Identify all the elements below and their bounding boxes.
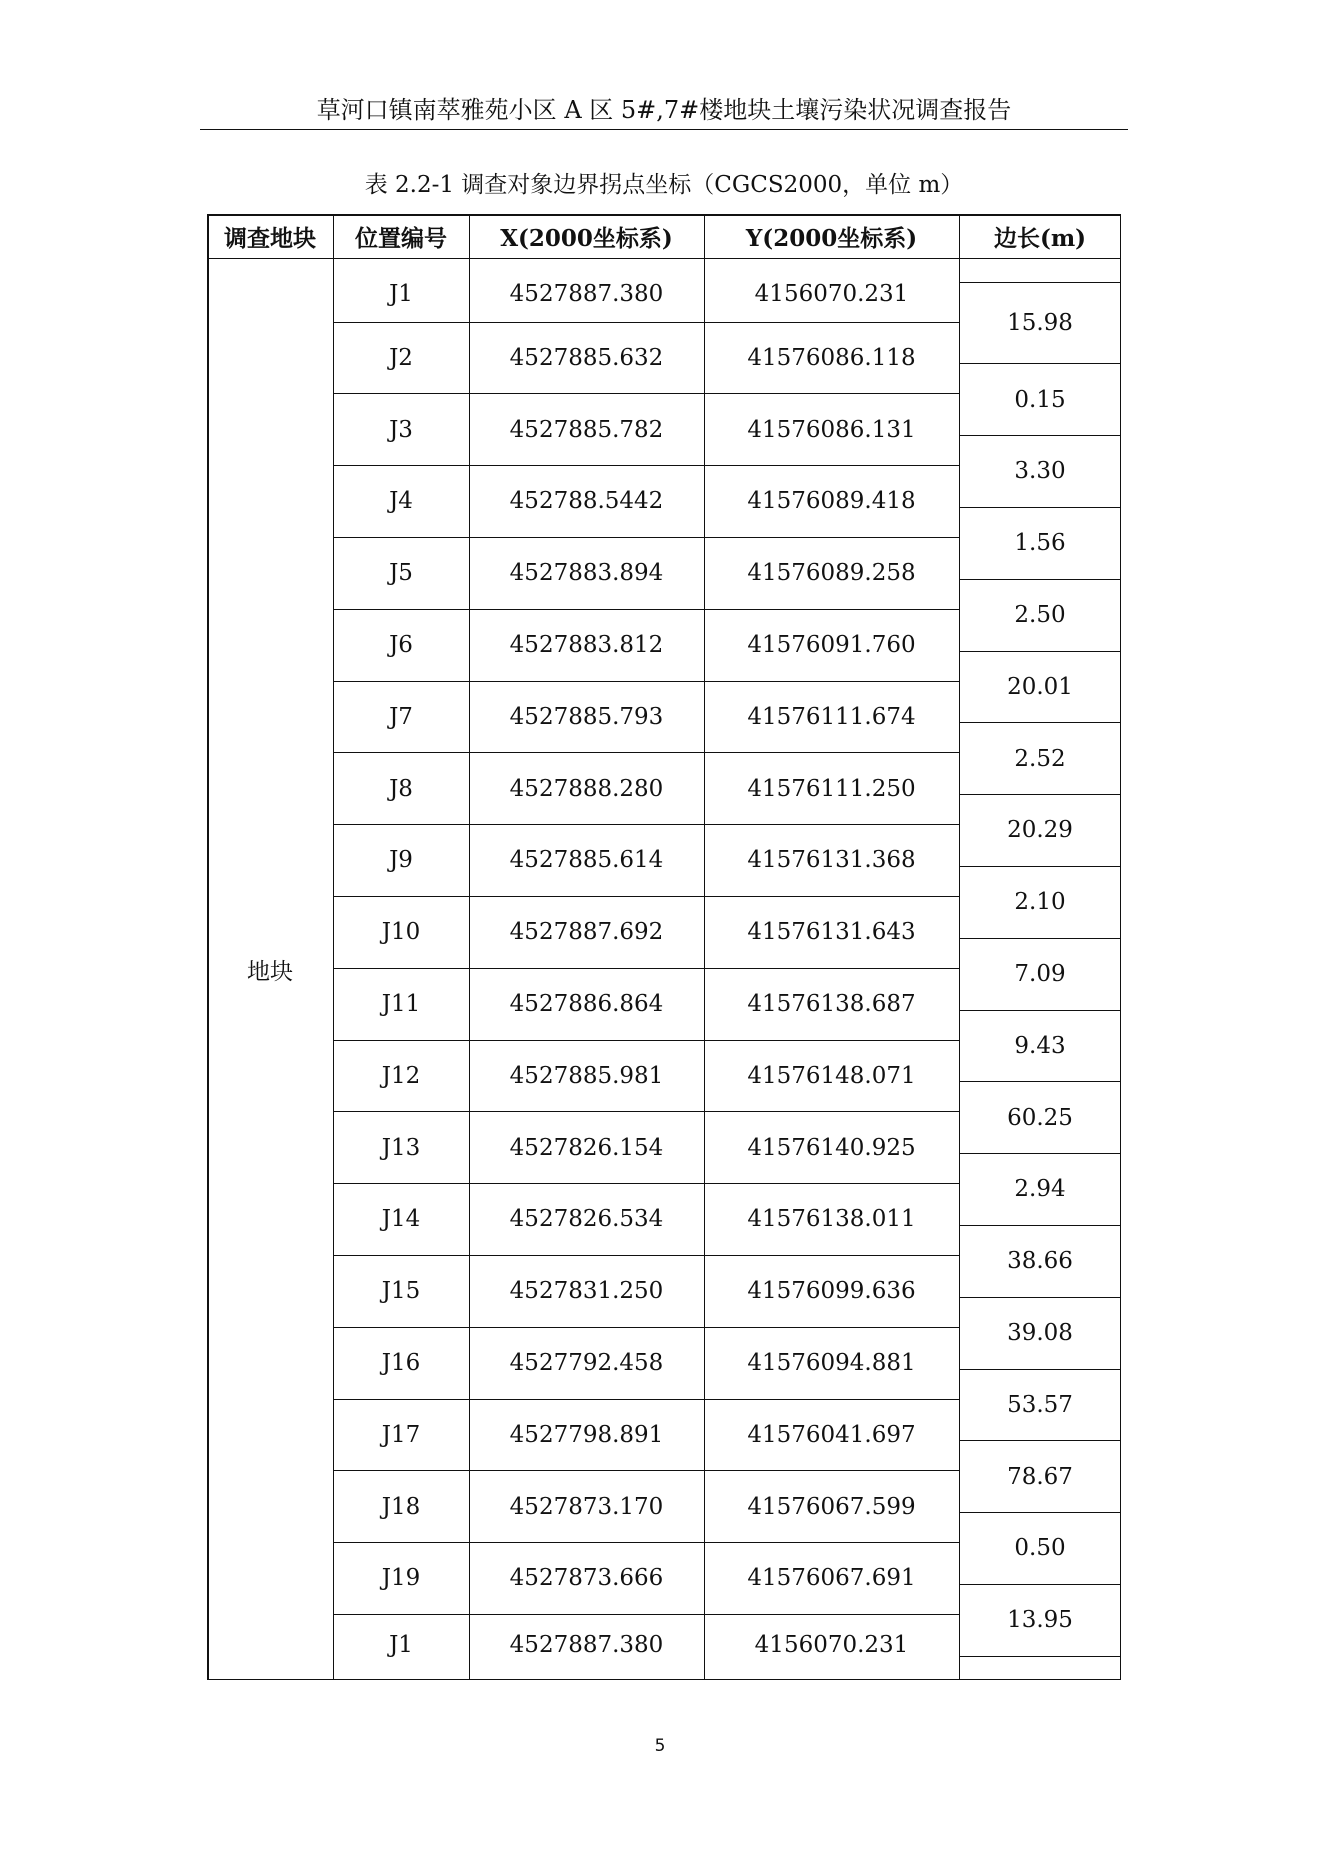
header-point-id: 位置编号 (355, 224, 447, 252)
parcel-cell: 地块 (247, 958, 293, 985)
edge-length-cell: 20.29 (1007, 817, 1073, 844)
point-id-cell: J6 (389, 632, 413, 659)
edge-row-divider (959, 1584, 1121, 1585)
point-id-cell: J10 (381, 919, 421, 946)
edge-row-divider (959, 938, 1121, 939)
header-y-coordinate: Y(2000坐标系) (745, 224, 918, 252)
edge-length-cell: 7.09 (1014, 961, 1066, 988)
x-coordinate-cell: 4527826.154 (509, 1134, 664, 1161)
edge-length-cell: 15.98 (1007, 309, 1073, 336)
y-coordinate-cell: 41576140.925 (747, 1134, 916, 1161)
point-id-cell: J18 (381, 1493, 421, 1520)
row-divider (333, 465, 959, 466)
y-coordinate-cell: 4156070.231 (754, 281, 909, 307)
table-border-bottom (207, 1679, 1121, 1681)
y-coordinate-cell: 4156070.231 (754, 1632, 909, 1659)
edge-row-divider (959, 1153, 1121, 1154)
column-divider (469, 214, 470, 1680)
row-divider (333, 968, 959, 969)
point-id-cell: J1 (389, 1632, 413, 1659)
edge-length-cell: 1.56 (1014, 530, 1066, 557)
edge-row-divider (959, 1225, 1121, 1226)
point-id-cell: J14 (381, 1206, 421, 1233)
point-id-cell: J17 (381, 1421, 421, 1448)
x-coordinate-cell: 4527887.380 (509, 281, 664, 307)
point-id-cell: J12 (381, 1062, 421, 1089)
header-divider (207, 258, 1121, 259)
x-coordinate-cell: 4527887.692 (509, 919, 664, 946)
header-rule (200, 129, 1128, 130)
y-coordinate-cell: 41576041.697 (747, 1421, 916, 1448)
row-divider (333, 1111, 959, 1112)
row-divider (333, 1040, 959, 1041)
y-coordinate-cell: 41576148.071 (747, 1062, 916, 1089)
row-divider (333, 609, 959, 610)
x-coordinate-cell: 4527887.380 (509, 1632, 664, 1659)
x-coordinate-cell: 4527873.170 (509, 1493, 664, 1520)
y-coordinate-cell: 41576138.011 (747, 1206, 916, 1233)
y-coordinate-cell: 41576099.636 (747, 1278, 916, 1305)
point-id-cell: J19 (381, 1565, 421, 1592)
x-coordinate-cell: 4527798.891 (509, 1421, 664, 1448)
edge-row-divider (959, 507, 1121, 508)
edge-length-cell: 38.66 (1007, 1248, 1073, 1275)
point-id-cell: J2 (389, 344, 413, 371)
y-coordinate-cell: 41576111.674 (747, 703, 916, 730)
row-divider (333, 537, 959, 538)
row-divider (333, 681, 959, 682)
column-divider (704, 214, 705, 1680)
edge-row-divider (959, 651, 1121, 652)
row-divider (333, 824, 959, 825)
edge-row-divider (959, 282, 1121, 283)
point-id-cell: J11 (381, 991, 421, 1018)
edge-length-cell: 0.50 (1014, 1535, 1066, 1562)
row-divider (333, 1255, 959, 1256)
y-coordinate-cell: 41576094.881 (747, 1350, 916, 1377)
row-divider (333, 1183, 959, 1184)
point-id-cell: J8 (389, 775, 413, 802)
point-id-cell: J16 (381, 1350, 421, 1377)
x-coordinate-cell: 4527885.782 (509, 416, 664, 443)
y-coordinate-cell: 41576091.760 (747, 632, 916, 659)
header-parcel: 调查地块 (224, 224, 316, 252)
y-coordinate-cell: 41576111.250 (747, 775, 916, 802)
x-coordinate-cell: 452788.5442 (509, 488, 664, 515)
edge-row-divider (959, 1369, 1121, 1370)
header-x-coordinate: X(2000坐标系) (500, 224, 673, 252)
edge-length-cell: 0.15 (1014, 386, 1066, 413)
x-coordinate-cell: 4527883.894 (509, 560, 664, 587)
edge-length-cell: 2.10 (1014, 889, 1066, 916)
x-coordinate-cell: 4527873.666 (509, 1565, 664, 1592)
table-border-top (207, 214, 1121, 216)
x-coordinate-cell: 4527885.981 (509, 1062, 664, 1089)
table-border-right (1120, 214, 1122, 1680)
column-divider (333, 214, 334, 1680)
edge-length-cell: 78.67 (1007, 1463, 1073, 1490)
row-divider (333, 1542, 959, 1543)
point-id-cell: J4 (389, 488, 413, 515)
y-coordinate-cell: 41576067.691 (747, 1565, 916, 1592)
point-id-cell: J7 (389, 703, 413, 730)
x-coordinate-cell: 4527885.793 (509, 703, 664, 730)
edge-row-divider (959, 722, 1121, 723)
edge-row-divider (959, 1081, 1121, 1082)
edge-row-divider (959, 794, 1121, 795)
edge-length-cell: 3.30 (1014, 458, 1066, 485)
edge-length-cell: 9.43 (1014, 1032, 1066, 1059)
row-divider (333, 1470, 959, 1471)
y-coordinate-cell: 41576131.643 (747, 919, 916, 946)
row-divider (333, 322, 959, 323)
y-coordinate-cell: 41576131.368 (747, 847, 916, 874)
boundary-coordinate-table (207, 214, 1121, 1680)
row-divider (333, 752, 959, 753)
table-caption: 表 2.2-1 调查对象边界拐点坐标（CGCS2000，单位 m） (364, 172, 964, 198)
column-divider (959, 214, 960, 1680)
edge-row-divider (959, 363, 1121, 364)
edge-length-cell: 20.01 (1007, 673, 1073, 700)
page-header: 草河口镇南萃雅苑小区 A 区 5#,7#楼地块土壤污染状况调查报告 (316, 96, 1012, 124)
row-divider (333, 393, 959, 394)
table-border-left (207, 214, 209, 1680)
y-coordinate-cell: 41576086.118 (747, 344, 916, 371)
y-coordinate-cell: 41576086.131 (747, 416, 916, 443)
y-coordinate-cell: 41576089.418 (747, 488, 916, 515)
x-coordinate-cell: 4527886.864 (509, 991, 664, 1018)
edge-length-cell: 2.94 (1014, 1176, 1066, 1203)
point-id-cell: J15 (381, 1278, 421, 1305)
edge-row-divider (959, 866, 1121, 867)
row-divider (333, 1614, 959, 1615)
point-id-cell: J5 (389, 560, 413, 587)
x-coordinate-cell: 4527885.632 (509, 344, 664, 371)
edge-row-divider (959, 1512, 1121, 1513)
x-coordinate-cell: 4527826.534 (509, 1206, 664, 1233)
edge-length-cell: 53.57 (1007, 1391, 1073, 1418)
edge-length-cell: 2.52 (1014, 745, 1066, 772)
edge-length-cell: 39.08 (1007, 1320, 1073, 1347)
x-coordinate-cell: 4527888.280 (509, 775, 664, 802)
header-edge-length: 边长(m) (993, 224, 1087, 252)
point-id-cell: J1 (389, 281, 413, 307)
edge-row-divider (959, 1440, 1121, 1441)
y-coordinate-cell: 41576089.258 (747, 560, 916, 587)
point-id-cell: J3 (389, 416, 413, 443)
x-coordinate-cell: 4527792.458 (509, 1350, 664, 1377)
edge-row-divider (959, 435, 1121, 436)
edge-row-divider (959, 579, 1121, 580)
row-divider (333, 1399, 959, 1400)
y-coordinate-cell: 41576138.687 (747, 991, 916, 1018)
x-coordinate-cell: 4527883.812 (509, 632, 664, 659)
edge-row-divider (959, 1656, 1121, 1657)
y-coordinate-cell: 41576067.599 (747, 1493, 916, 1520)
point-id-cell: J9 (389, 847, 413, 874)
x-coordinate-cell: 4527831.250 (509, 1278, 664, 1305)
edge-length-cell: 60.25 (1007, 1104, 1073, 1131)
edge-length-cell: 2.50 (1014, 602, 1066, 629)
point-id-cell: J13 (381, 1134, 421, 1161)
edge-length-cell: 13.95 (1007, 1607, 1073, 1634)
page-number: 5 (654, 1736, 666, 1756)
edge-row-divider (959, 1297, 1121, 1298)
row-divider (333, 1327, 959, 1328)
edge-row-divider (959, 1010, 1121, 1011)
x-coordinate-cell: 4527885.614 (509, 847, 664, 874)
row-divider (333, 896, 959, 897)
